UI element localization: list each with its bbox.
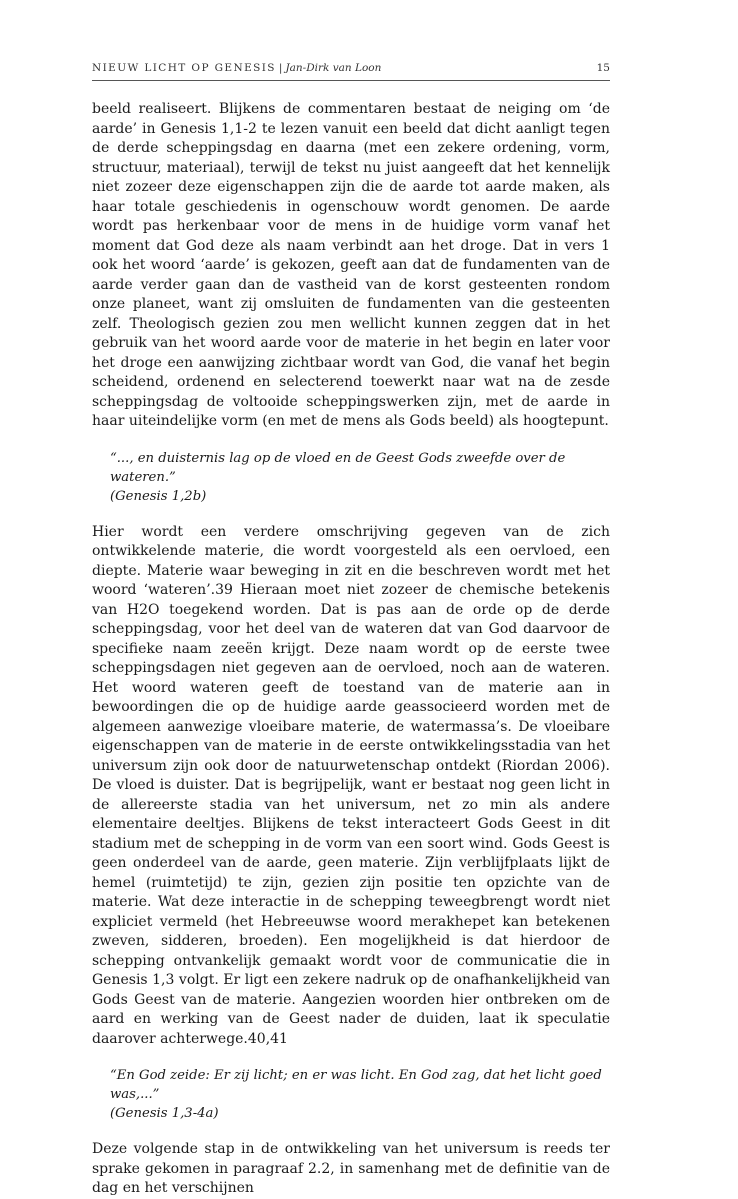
header-separator: |	[278, 62, 283, 74]
running-header	[92, 62, 610, 74]
block-quote	[110, 449, 610, 506]
page-number: 15	[596, 62, 610, 74]
quote-text: “..., en duisternis lag op de vloed en de Geest Gods zweefde over de wateren.”	[110, 450, 566, 485]
paragraph: beeld realiseert. Blijkens de commentaren bestaat de neiging om ‘de aarde’ in Genesis 1,1-2 te lezen vanuit een beeld dat dicht aanligt tegen de derde scheppingsdag en daarna (met een zekere ordening, vorm, structuur, materiaal), terwijl de tekst nu juist aangeeft dat het kennelijk niet zozeer deze eigenschappen zijn die de aarde tot aarde maken, als haar totale geschiedenis in ogenschouw wordt genomen. De aarde wordt pas herkenbaar voor de mens in de huidige vorm vanaf het moment dat God deze als naam verbindt aan het droge. Dat in vers 1 ook het woord ‘aarde’ is gekozen, geeft aan dat de fundamenten van de aarde verder gaan dan de vastheid van de korst gesteenten rondom onze planeet, want zij omsluiten de fundamenten van die gesteenten zelf. Theologisch gezien zou men wellicht kunnen zeggen dat in het gebruik van het woord aarde voor de materie in het begin en later voor het droge een aanwijzing zichtbaar wordt van God, die vanaf het begin scheidend, ordenend en selecterend toewerkt naar wat na de zesde scheppingsdag de voltooide scheppingswerken zijn, met de aarde in haar uiteindelijke vorm (en met de mens als Gods beeld) als hoogtepunt.	[92, 101, 610, 429]
block-quote	[110, 1066, 610, 1123]
paragraph: Deze volgende stap in de ontwikkeling van het universum is reeds ter sprake gekomen in paragraaf 2.2, in samenhang met de definitie van de dag en het verschijnen	[92, 1141, 610, 1196]
author-name: Jan-Dirk van Loon	[285, 62, 382, 74]
paragraph: Hier wordt een verdere omschrijving gegeven van de zich ontwikkelende materie, die wordt voorgesteld als een oervloed, een diepte. Materie waar beweging in zit en die beschreven wordt met het woord ‘wateren’.39 Hieraan moet niet zozeer de chemische betekenis van H2O toegekend worden. Dat is pas aan de orde op de derde scheppingsdag, voor het deel van de wateren dat van God daarvoor de specifieke naam zeeën krijgt. Deze naam wordt op de eerste twee scheppingsdagen niet gegeven aan de oervloed, noch aan de wateren. Het woord wateren geeft de toestand van de materie aan in bewoordingen die op de huidige aarde geassocieerd worden met de algemeen aanwezige vloeibare materie, de watermassa’s. De vloeibare eigenschappen van de materie in de eerste ontwikkelingsstadia van het universum zijn ook door de natuurwetenschap ontdekt (Riordan 2006). De vloed is duister. Dat is begrijpelijk, want er bestaat nog geen licht in de allereerste stadia van het universum, net zo min als andere elementaire deeltjes. Blijkens de tekst interacteert Gods Geest in dit stadium met de schepping in de vorm van een soort wind. Gods Geest is geen onderdeel van de aarde, geen materie. Zijn verblijfplaats lijkt de hemel (ruimtetijd) te zijn, gezien zijn positie ten opzichte van de materie. Wat deze interactie in de schepping teweegbrengt wordt niet expliciet vermeld (het Hebreeuwse woord merakhepet kan betekenen zweven, sidderen, broeden). Een mogelijkheid is dat hierdoor de schepping ontvankelijk gemaakt wordt voor de communicatie die in Genesis 1,3 volgt. Er ligt een zekere nadruk op de onafhankelijkheid van Gods Geest van de materie. Aangezien woorden hier ontbreken om de aard en werking van de Geest nader de duiden, laat ik speculatie daarover achterwege.40,41	[92, 523, 610, 1047]
quote-reference: (Genesis 1,3-4a)	[110, 1106, 219, 1121]
quote-text: “En God zeide: Er zij licht; en er was licht. En God zag, dat het licht goed was,...”	[110, 1068, 602, 1102]
running-title: NIEUW LICHT OP GENESIS	[92, 62, 276, 74]
body-text	[92, 100, 610, 1199]
quote-reference: (Genesis 1,2b)	[110, 488, 207, 504]
header-rule	[92, 80, 610, 81]
